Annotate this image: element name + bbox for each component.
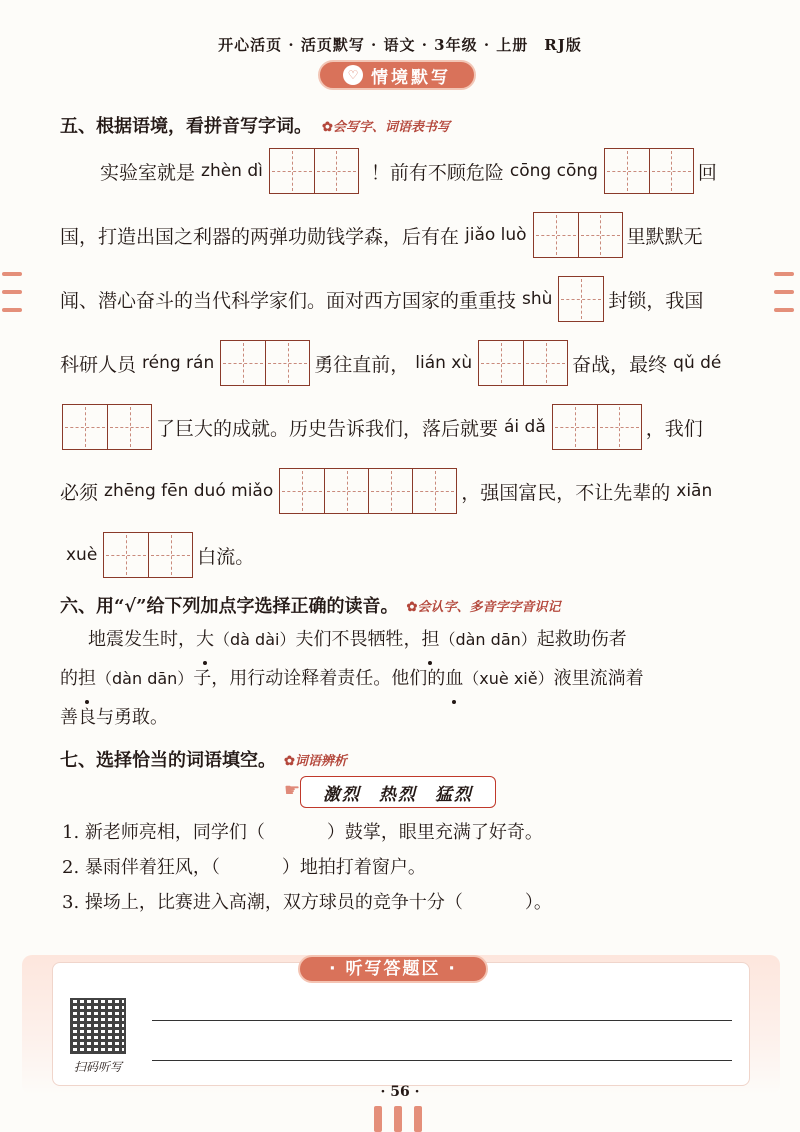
text: 白流。	[197, 545, 255, 568]
answer-grid[interactable]	[62, 404, 152, 450]
text: ，我们	[645, 417, 703, 440]
answer-grid[interactable]	[533, 212, 623, 258]
answer-grid[interactable]	[269, 148, 359, 194]
section5-line-5	[62, 404, 703, 450]
section6-paragraph: 地震发生时，大（dà dài）夫们不畏牺牲，担（dàn dān）起救助伤者 的担（dàn dān）子，用行动诠释着责任。他们的血（xuè xiě）液里流淌着 善良与勇敢。	[60, 620, 750, 737]
banner-title: 情境默写	[371, 67, 451, 88]
reading-options[interactable]: （dàn dān）	[439, 630, 537, 649]
section6-hint: ✿会认字、多音字字音识记	[406, 599, 561, 615]
text: ，强国富民，不让先辈的	[461, 481, 671, 504]
pinyin: xuè	[66, 545, 98, 565]
section5-line-3	[60, 276, 703, 322]
text: 封锁，我国	[608, 289, 704, 312]
text: ！前有不顾危险	[370, 161, 504, 184]
pinyin: jiǎo luò	[465, 225, 527, 245]
answer-grid[interactable]	[604, 148, 694, 194]
answer-grid[interactable]	[220, 340, 310, 386]
section6-title: 六、用“√”给下列加点字选择正确的读音。	[60, 596, 399, 617]
pointing-hand-icon: ☛	[284, 780, 301, 801]
pinyin: lián xù	[415, 353, 473, 373]
answer-grid[interactable]	[103, 532, 193, 578]
question-3: 3. 操场上，比赛进入高潮，双方球员的竞争十分（ ）。	[62, 892, 552, 913]
dotted-char: 大	[196, 620, 214, 659]
pinyin: shù	[522, 289, 553, 309]
pinyin: réng rán	[142, 353, 215, 373]
dotted-char: 担	[78, 659, 96, 698]
section7-title: 七、选择恰当的词语填空。	[60, 750, 276, 771]
section5-line-2	[60, 212, 703, 258]
dotted-char: 血	[445, 659, 463, 698]
listen-area-tab: · 听写答题区 ·	[298, 955, 488, 983]
question-1: 1. 新老师亮相，同学们（ ）鼓掌，眼里充满了好奇。	[62, 822, 543, 843]
page-header: 开心活页 · 活页默写 · 语文 · 3年级 · 上册 RJ版	[218, 36, 582, 54]
word-bank	[300, 776, 496, 808]
text: 科研人员	[60, 353, 137, 376]
reading-options[interactable]: （dà dài）	[214, 630, 296, 649]
text: 里默默无	[626, 225, 703, 248]
section5-heading	[60, 112, 450, 138]
answer-grid[interactable]	[552, 404, 642, 450]
word-option: 激烈	[323, 784, 361, 805]
section5-line-1	[100, 148, 717, 194]
pinyin: zhèn dì	[201, 161, 263, 181]
writing-line[interactable]	[152, 1060, 732, 1061]
page-number: · 56 ·	[380, 1084, 420, 1100]
text: 奋战，最终	[572, 353, 668, 376]
hint-marker-icon: ✿	[406, 599, 418, 615]
section7-heading	[60, 746, 347, 772]
section5-hint: ✿会写字、词语表书写	[322, 119, 450, 135]
question-2: 2. 暴雨伴着狂风，（ ）地拍打着窗户。	[62, 857, 426, 878]
text: 必须	[60, 481, 99, 504]
section6-heading	[60, 592, 560, 618]
word-option: 热烈	[379, 784, 417, 805]
pinyin: cōng cōng	[509, 161, 598, 181]
section5-line-6	[60, 468, 718, 514]
writing-line[interactable]	[152, 1020, 732, 1021]
section7-hint: ✿词语辨析	[284, 753, 347, 769]
text: 勇往直前，	[314, 353, 410, 376]
text: 回	[697, 161, 717, 184]
heart-icon: ♡	[343, 65, 363, 85]
reading-options[interactable]: （dàn dān）	[96, 669, 194, 688]
text: 了巨大的成就。历史告诉我们，落后就要	[156, 417, 499, 440]
answer-grid[interactable]	[478, 340, 568, 386]
section-banner	[318, 60, 476, 90]
qr-code-icon[interactable]	[70, 998, 126, 1054]
left-edge-tabs	[2, 272, 22, 312]
pinyin: zhēng fēn duó miǎo	[104, 481, 274, 501]
dotted-char: 担	[421, 620, 439, 659]
qr-label: 扫码听写	[73, 1060, 122, 1074]
right-edge-tabs	[774, 272, 794, 312]
reading-options[interactable]: （xuè xiě）	[463, 669, 554, 688]
pinyin: qǔ dé	[673, 353, 722, 373]
text: 闻、潜心奋斗的当代科学家们。面对西方国家的重重技	[60, 289, 517, 312]
text: 国，打造出国之利器的两弹功勋钱学森，后有在	[60, 225, 460, 248]
section5-title: 五、根据语境，看拼音写字词。	[60, 116, 312, 137]
hint-marker-icon: ✿	[322, 119, 333, 135]
text: 实验室就是	[100, 161, 196, 184]
hint-marker-icon: ✿	[284, 753, 295, 769]
word-option: 猛烈	[435, 784, 473, 805]
answer-grid[interactable]	[558, 276, 604, 322]
bottom-edge-tabs	[374, 1106, 422, 1132]
pinyin: ái dǎ	[504, 417, 546, 437]
pinyin: xiān	[676, 481, 713, 501]
section5-line-7	[66, 532, 254, 578]
section5-line-4	[60, 340, 727, 386]
answer-grid[interactable]	[279, 468, 457, 514]
